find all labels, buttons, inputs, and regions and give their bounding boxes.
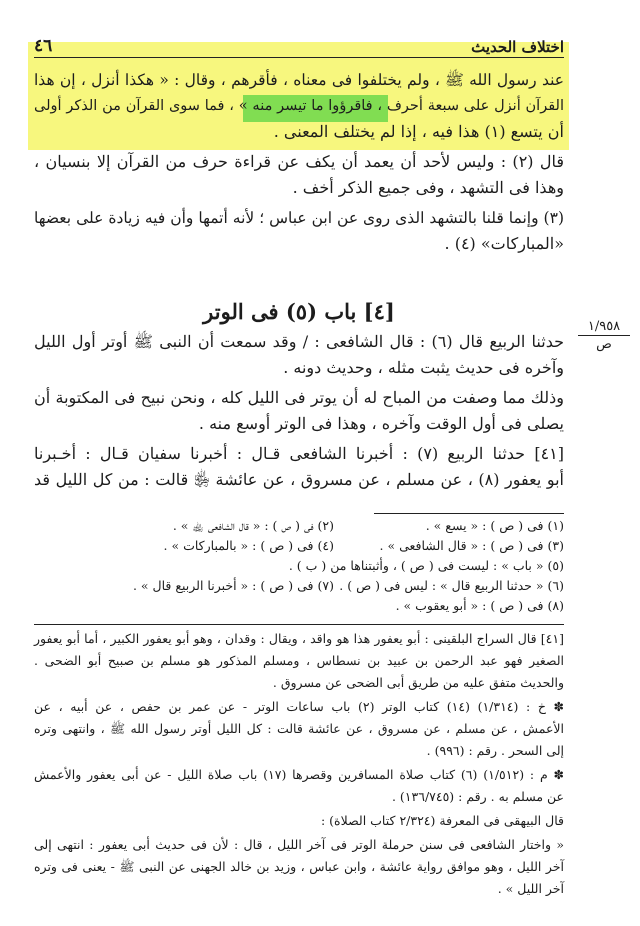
footnote: (٢) فى ( ص ) : « قال الشافعى ﵀ » .: [172, 518, 334, 533]
reference-line: إلى السحر . رقم : (٩٩٦) .: [426, 743, 564, 758]
footnote: (٧) فى ( ص ) : « أخبرنا الربيع قال » .: [132, 578, 334, 593]
margin-reference: [578, 318, 630, 353]
body-line: القرآن أنزل على سبعة أحرف ، فاقرؤوا ما تيسر منه » ، فما سوى القرآن من الذكر أولى: [34, 98, 564, 114]
body-line: (٣) وإنما قلنا بالتشهد الذى روى عن ابن عباس ؛ لأنه أتمها وأن فيه زيادة على بعضها: [34, 209, 564, 227]
footnote: (٨) فى ( ص ) : « أبو يعقوب » .: [395, 598, 564, 613]
footnote: (٣) فى ( ص ) : « قال الشافعى » .: [379, 538, 564, 553]
footnote: (٤) فى ( ص ) : « بالمباركات » .: [163, 538, 334, 553]
reference-line: الأعمش ، عن مسلم ، عن مسروق ، عن عائشة قالت : كل الليل أوتر رسول الله ﷺ ، وانتهى وتره: [34, 721, 564, 736]
reference-line: آخر الليل ، وهو موافق رواية عائشة ، وابن عباس ، وزيد بن خالد الجهنى عن النبى ﷺ - يعنى فى وتره: [34, 859, 564, 874]
body-line: «المباركات» (٤) .: [444, 234, 564, 253]
chapter-heading: [٤] باب (٥) فى الوتر: [203, 299, 395, 324]
running-title: اختلاف الحديث: [471, 38, 564, 56]
body-line: أن يتسع (١) هذا فيه ، إذا لم يختلف المعنى .: [273, 122, 564, 141]
body-line: يصلى فى أول الوقت وآخره ، وهذا فى الوتر أوسع منه .: [198, 414, 564, 433]
body-line: وذلك مما وصفت من المباح له أن يوتر فى الليل كله ، ونحن نبيح فى المكتوبة أن: [34, 388, 564, 407]
body-line: وهذا فى التشهد ، وفى جميع الذكر أخف .: [292, 178, 564, 197]
margin-ref-number: ١/٩٥٨: [578, 318, 630, 336]
reference-line: والحديث متفق عليه من طريق أبى الضحى عن مسروق .: [272, 675, 564, 690]
body-line: [٤١] حدثنا الربيع (٧) : أخبرنا الشافعى قـال : أخبرنا سفيان قـال : أخـبرنا: [34, 444, 564, 463]
footnote: (٦) « حدثنا الربيع قال » : ليس فى ( ص ) .: [339, 578, 564, 593]
header-rule: [34, 57, 564, 58]
footnote-rule: [374, 513, 564, 514]
body-line: قال (٢) : وليس لأحد أن يعمد أن يكف عن قراءة حرف من القرآن إلا بنسيان ،: [34, 152, 565, 171]
margin-ref-letter: ص: [596, 337, 612, 352]
footnote: (٥) « باب » : ليست فى ( ص ) ، وأثبتناها من ( ب ) .: [288, 558, 564, 573]
running-header: [34, 36, 564, 58]
reference-line: « واختار الشافعى فى سنن حرملة الوتر فى آخر الليل ، قال : لأن فى حديث أبى يعفور : انتهى إلى: [34, 837, 564, 852]
references-rule: [34, 624, 564, 625]
body-line: أبو يعفور (٨) ، عن مسلم ، عن مسروق ، عن عائشة ﵂ قالت : من كل الليل قد: [34, 470, 564, 489]
reference-line: الصغير فهو عبد الرحمن بن عبيد بن نسطاس ، ومسلم المذكور هو مسلم بن صبيح أبو الضحى .: [34, 653, 564, 668]
body-line: وآخره فى حديث يثبت مثله ، وحديث دونه .: [283, 358, 564, 377]
reference-line: [٤١] قال السراج البلقينى : أبو يعفور هذا هو واقد ، ويقال : وقدان ، وهو أبو يعفور الكبير ، أما أبو يعفور: [34, 631, 564, 646]
reference-line: عن مسلم به . رقم : (١٣٦/٧٤٥) .: [391, 789, 564, 804]
reference-line: قال البيهقى فى المعرفة (٢/٣٢٤ كتاب الصلاة) :: [321, 813, 564, 828]
page-number: ٤٦: [34, 36, 53, 56]
footnotes: [34, 516, 564, 616]
body-line: عند رسول الله ﷺ ، ولم يختلفوا فى معناه ، فأقرهم ، وقال : « هكذا أنزل ، إن هذا: [34, 71, 564, 89]
reference-line: ✽ م : (١/٥١٢) (٦) كتاب صلاة المسافرين وقصرها (١٧) باب صلاة الليل - عن أبى يعفور والأعمش: [34, 767, 564, 782]
reference-line: آخر الليل » .: [497, 881, 564, 896]
reference-line: ✽ خ : (١/٣١٤) (١٤) كتاب الوتر (٢) باب ساعات الوتر - عن عمر بن حفص ، عن أبيه ، عن: [34, 699, 564, 714]
body-line: حدثنا الربيع قال (٦) : قال الشافعى : / وقد سمعت أن النبى ﷺ أوتر أول الليل: [34, 332, 564, 351]
footnote: (١) فى ( ص ) : « يسع » .: [425, 518, 564, 533]
